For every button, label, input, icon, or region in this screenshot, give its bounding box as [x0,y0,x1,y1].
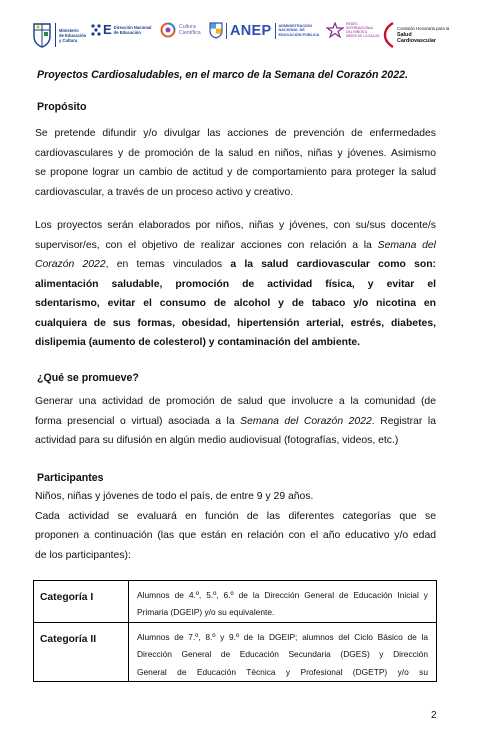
text-line: actividad para su difusión en algún medio audiovisual (fotografías, videos, etc.) [35,435,399,446]
text-line: Alumnos de 7.º, 8.º y 9.º de la DGEIP; alumnos del Ciclo Básico de la [137,632,428,642]
logo-ministerio-educacion [32,22,86,48]
bold-line: sdentarismo, evitar el consumo de alcohol y de tabaco y/o nicotina en [35,298,436,309]
text-line: cardiovasculares y de promoción de la salud en niños, niñas y jóvenes. Asimismo [35,147,436,159]
bold-line: alimentación saludable, promoción de actividad física, y evitar el [35,278,436,290]
text-line [35,255,436,275]
logo-text-line: y Cultura [59,37,78,43]
logo-text-line: Dirección Nacional [113,24,152,30]
proposito-heading: Propósito [37,101,87,113]
text-line: se propone lograr un cambio de actitud y de comportamiento para proteger la salud [35,167,436,178]
text-line: Niños, niñas y jóvenes de todo el país, de entre 9 y 29 años. [35,491,314,502]
proyectos-paragraph [35,216,436,353]
logo-text-line: NACIONAL DE [278,28,305,33]
bold-line: dislipemia (aumento de colesterol) y contaminación del ambiente. [35,337,361,348]
logo-mark: E [103,22,112,37]
text-line: Los proyectos serán elaborados por niños, niñas y jóvenes, con su/sus docente/s [35,220,436,231]
logo-text-line: INTERNACIONAL [346,26,374,30]
logo-text-line: REDES [346,22,358,26]
logo-text-line: EDUCACIÓN PÚBLICA [278,32,320,37]
shield-icon [209,22,223,39]
italic-segment: Corazón 2022 [35,259,106,270]
header-logos [32,22,452,54]
bold-segment: a la salud cardiovascular como son: [230,259,436,270]
table-row [34,581,437,623]
italic-segment: Semana del [377,239,436,251]
text-line [35,412,436,432]
text-line: Dirección General de Educación Secundaria (DGES) y Dirección [137,649,428,660]
logo-comision-salud-cardiovascular [383,22,452,48]
text-segment: forma presencial o virtual) asociada a la [35,415,241,427]
category-label: Categoría I [34,581,129,623]
logo-text-line: Ministerio [59,27,79,33]
text-line: proponen a continuación (las que están en relación con el año educativo y/o edad [35,530,436,541]
text-line: Se pretende difundir y/o divulgar las acciones de prevención de enfermedades [35,128,436,139]
logo-cultura-cientifica [160,22,201,38]
swirl-icon [160,22,176,38]
text-line: cardiovascular, a través de un proceso activo y creativo. [35,186,294,198]
star-dots-icon [90,23,102,37]
logo-text-line: de Educación [113,29,141,35]
italic-segment: Semana del Corazón 2022 [240,415,372,427]
page-number: 2 [431,710,437,721]
uruguay-shield-icon [32,22,52,48]
participantes-paragraph [35,487,436,565]
logo-text-line: Comisión Honoraria para la [396,26,450,32]
logo-redes [326,22,380,38]
text-line: de los participantes): [35,549,131,561]
proposito-paragraph [35,124,436,202]
star-figure-icon [326,22,344,38]
category-description [129,623,437,682]
logo-direccion-educacion [90,22,151,37]
categories-table [33,580,437,682]
category-description [129,581,437,623]
logo-text-line: Salud Cardiovascular [396,31,436,44]
document-title: Proyectos Cardiosaludables, en el marco de la Semana del Corazón 2022. [37,69,408,81]
text-line [35,236,436,256]
text-segment: supervisor/es, con el objetivo de realizar acciones con relación a la [35,239,378,251]
logo-text-line: ADMINISTRACIÓN [278,23,312,28]
table-row [34,623,437,682]
text-line: Generar una actividad de promoción de salud que involucre a la comunidad (de [35,396,436,407]
promueve-heading: ¿Qué se promueve? [37,372,139,384]
logo-mark: ANEP [230,22,272,39]
logo-anep [209,22,319,39]
participantes-heading: Participantes [37,472,104,484]
text-segment: , en temas vinculados [105,259,231,270]
logo-text-line: de Educación [59,32,87,38]
text-line: Primaria (DGEIP) y/o su equivalente. [137,607,275,618]
bold-line: cualquiera de sus formas, obesidad, hipertensión arterial, estrés, diabetes, [35,317,436,329]
text-line: General de Educación Técnica y Profesional (DGETP) y/o su [137,666,428,677]
heart-icon [383,22,395,48]
text-segment: . Registrar la [371,415,437,427]
logo-text-line: NIÑOS DE LA SALUD [346,34,380,38]
text-line: Cada actividad se evaluará en función de las diferentes categorías que se [35,510,436,522]
logo-text-line: Científica [179,30,201,36]
logo-text-line: DEL NIÑOS A [346,30,368,34]
logo-text-line: Cultura [179,24,196,30]
promueve-paragraph [35,392,436,451]
text-line: Alumnos de 4.º, 5.º, 6.º de la Dirección General de Educación Inicial y [137,590,428,600]
category-label: Categoría II [34,623,129,682]
